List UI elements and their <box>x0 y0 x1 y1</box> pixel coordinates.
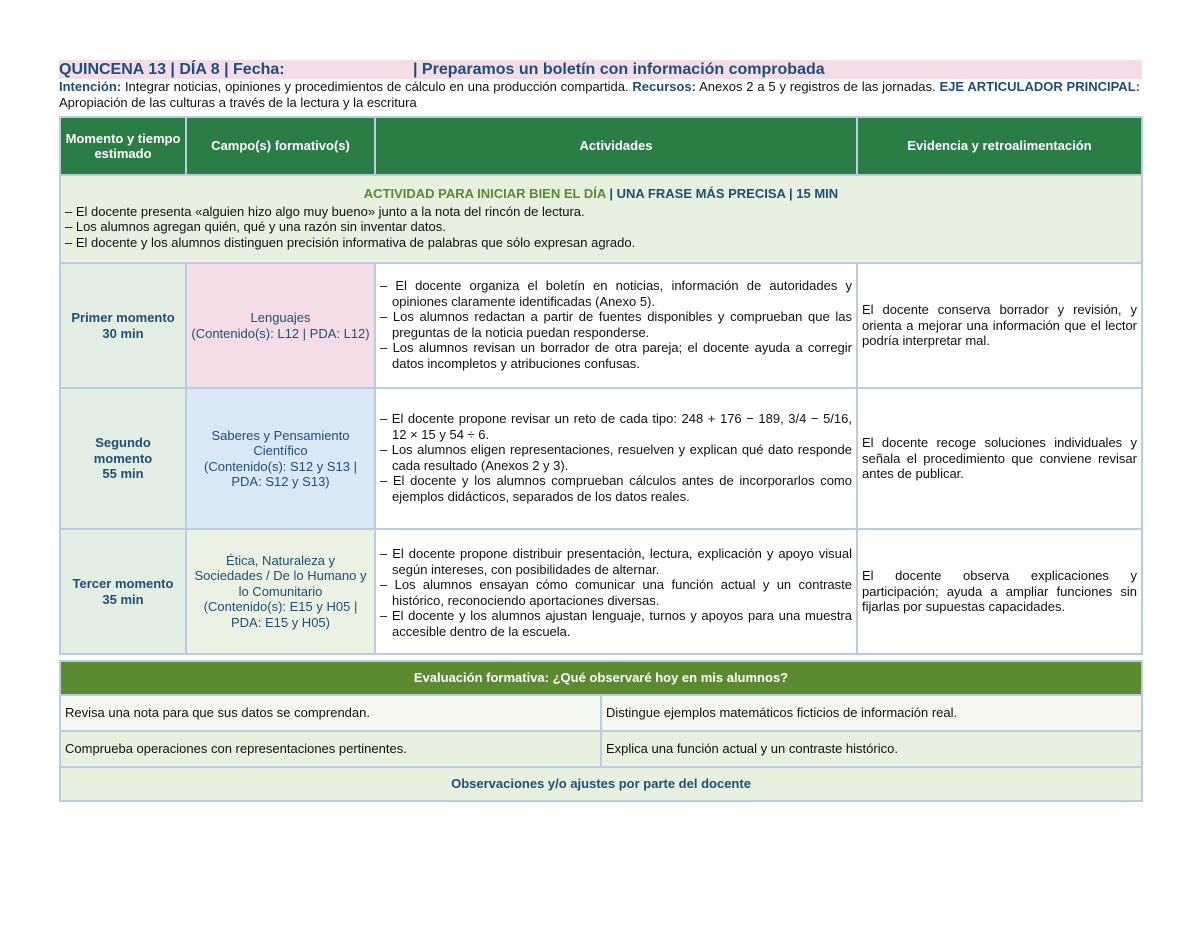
warmup-row <box>60 175 1142 263</box>
list-item: – Los alumnos ensayan cómo comunicar una función actual y un contraste histórico, reconociendo aportaciones diversas. <box>380 577 852 608</box>
momento-cell <box>60 529 186 654</box>
eje-text: Apropiación de las culturas a través de la lectura y la escritura <box>59 94 417 110</box>
evaluation-table <box>59 660 1143 802</box>
list-item: – El docente presenta «alguien hizo algo muy bueno» junto a la nota del rincón de lectura. <box>65 203 585 219</box>
evaluation-header <box>60 661 1142 695</box>
list-item: – El docente y los alumnos comprueban cálculos antes de incorporarlos como ejemplos didácticos, separados de los datos reales. <box>380 473 852 504</box>
campo-name: Ética, Naturaleza y Sociedades / De lo Humano y lo Comunitario <box>194 552 367 599</box>
header-actividades: Actividades <box>375 117 857 175</box>
intro-paragraph <box>59 79 1140 110</box>
actividades-cell <box>375 263 857 388</box>
momento-time: 55 min <box>102 466 144 482</box>
momento-cell <box>60 263 186 388</box>
campo-name: Lenguajes <box>250 310 311 325</box>
observaciones-label: Observaciones y/o ajustes por parte del docente <box>60 767 1142 801</box>
page-title-right: | Preparamos un boletín con información comprobada <box>413 61 825 78</box>
campo-cell <box>186 263 375 388</box>
header-momento: Momento y tiempo estimado <box>60 117 186 175</box>
table-row <box>60 731 1142 767</box>
list-item: – El docente y los alumnos ajustan lenguaje, turnos y apoyos para una muestra accesible dentro de la escuela. <box>380 608 852 639</box>
warmup-title <box>65 186 1137 202</box>
campo-cell <box>186 529 375 654</box>
warmup-cell <box>60 175 1142 263</box>
campo-contenido: (Contenido(s): S12 y S13 | PDA: S12 y S13) <box>204 458 357 489</box>
list-item: – El docente organiza el boletín en noticias, información de autoridades y opiniones claramente identificadas (Anexo 5). <box>380 278 852 309</box>
list-item: – El docente y los alumnos distinguen precisión informativa de palabras que sólo expresan agrado. <box>65 234 636 250</box>
plan-table-header <box>60 117 1142 175</box>
actividades-list <box>380 411 852 504</box>
eje-label: EJE ARTICULADOR PRINCIPAL: <box>939 79 1140 94</box>
momento-cell <box>60 388 186 529</box>
actividades-cell <box>375 529 857 654</box>
momento-time: 30 min <box>102 325 144 341</box>
intencion-text: Integrar noticias, opiniones y procedimientos de cálculo en una producción compartida. <box>124 79 629 94</box>
momento-time: 35 min <box>102 591 144 607</box>
recursos-text: Anexos 2 a 5 y registros de las jornadas. <box>699 79 936 94</box>
table-row <box>60 263 1142 388</box>
campo-contenido: (Contenido(s): E15 y H05 | PDA: E15 y H05) <box>203 599 358 630</box>
momento-label: Tercer momento <box>72 576 174 591</box>
evaluation-cell: Distingue ejemplos matemáticos ficticios de información real. <box>601 695 1142 731</box>
warmup-title-green: ACTIVIDAD PARA INICIAR BIEN EL DÍA <box>363 186 606 201</box>
momento-label: Primer momento <box>71 310 175 325</box>
evaluation-cell: Revisa una nota para que sus datos se comprendan. <box>60 695 601 731</box>
table-row <box>60 695 1142 731</box>
actividades-list <box>380 546 852 639</box>
list-item: – Los alumnos redactan a partir de fuentes disponibles y comprueban que las preguntas de la noticia puedan responderse. <box>380 309 852 340</box>
recursos-label: Recursos: <box>632 79 696 94</box>
evaluation-cell: Explica una función actual y un contraste histórico. <box>601 731 1142 767</box>
momento-label: Segundo momento <box>93 435 153 466</box>
campo-cell <box>186 388 375 529</box>
evidencia-cell: El docente observa explicaciones y participación; ayuda a ampliar funciones sin fijarlas por supuestas capacidades. <box>857 529 1142 654</box>
observaciones-row <box>60 767 1142 801</box>
table-row <box>60 529 1142 654</box>
evaluation-title: Evaluación formativa: ¿Qué observaré hoy en mis alumnos? <box>60 661 1142 695</box>
campo-contenido: (Contenido(s): L12 | PDA: L12) <box>191 325 370 341</box>
plan-table <box>59 116 1143 655</box>
list-item: – Los alumnos eligen representaciones, resuelven y explican qué dato responde cada resultado (Anexos 2 y 3). <box>380 442 852 473</box>
warmup-title-blue: | UNA FRASE MÁS PRECISA | 15 MIN <box>609 186 839 201</box>
list-item: – Los alumnos revisan un borrador de otra pareja; el docente ayuda a corregir datos incompletos y atribuciones confusas. <box>380 340 852 371</box>
actividades-list <box>380 278 852 371</box>
page-title-left: QUINCENA 13 | DÍA 8 | Fecha: <box>59 61 285 78</box>
header-campo: Campo(s) formativo(s) <box>186 117 375 175</box>
evidencia-cell: El docente recoge soluciones individuales y señala el procedimiento que conviene revisar antes de publicar. <box>857 388 1142 529</box>
page-title <box>59 60 1142 79</box>
list-item: – El docente propone revisar un reto de cada tipo: 248 + 176 − 189, 3/4 − 5/16, 12 × 15 y 54 ÷ 6. <box>380 411 852 442</box>
header-evidencia: Evidencia y retroalimentación <box>857 117 1142 175</box>
actividades-cell <box>375 388 857 529</box>
list-item: – Los alumnos agregan quién, qué y una razón sin inventar datos. <box>65 219 446 234</box>
evidencia-cell: El docente conserva borrador y revisión, y orienta a mejorar una información que el lector podría interpretar mal. <box>857 263 1142 388</box>
warmup-list <box>65 204 1137 251</box>
table-row <box>60 388 1142 529</box>
list-item: – El docente propone distribuir presentación, lectura, explicación y apoyo visual según intereses, con posibilidades de alternar. <box>380 546 852 577</box>
evaluation-cell: Comprueba operaciones con representaciones pertinentes. <box>60 731 601 767</box>
campo-name: Saberes y Pensamiento Científico <box>211 427 350 458</box>
intencion-label: Intención: <box>59 79 122 94</box>
